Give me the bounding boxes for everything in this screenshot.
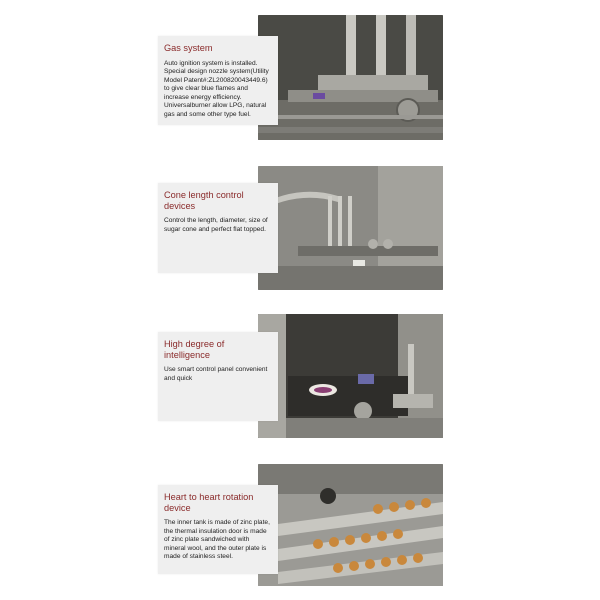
- cone-length-control-card: [158, 183, 278, 273]
- rotation-device-title: Heart to heart rotation device: [164, 492, 254, 513]
- gas-system-card: [158, 36, 278, 125]
- gas-system-title: Gas system: [164, 43, 213, 53]
- gas-system-description: Auto ignition system is installed. Special design nozzle system(Utility Model Patent#:ZL200820043449.6) to give clear blue flames and increase energy efficiency. Universalburner allow LPG, natural gas and some other type fuel.: [164, 59, 269, 118]
- intelligence-photo: [258, 314, 443, 438]
- cone-length-control-title: Cone length control devices: [164, 190, 244, 211]
- rotation-device-description: The inner tank is made of zinc plate, the thermal insulation door is made of zinc plate sandwiched with mineral wool, and the outer plate is made of stainless steel.: [164, 519, 270, 561]
- cone-length-control-description: Control the length, diameter, size of sugar cone and perfect flat topped.: [164, 217, 268, 233]
- intelligence-card: [158, 332, 278, 421]
- cone-length-control-photo: [258, 166, 443, 290]
- gas-system-photo: [258, 15, 443, 140]
- rotation-device-photo: [258, 464, 443, 586]
- intelligence-description: Use smart control panel convenient and quick: [164, 366, 268, 382]
- rotation-device-card: [158, 485, 278, 574]
- intelligence-title: High degree of intelligence: [164, 339, 225, 360]
